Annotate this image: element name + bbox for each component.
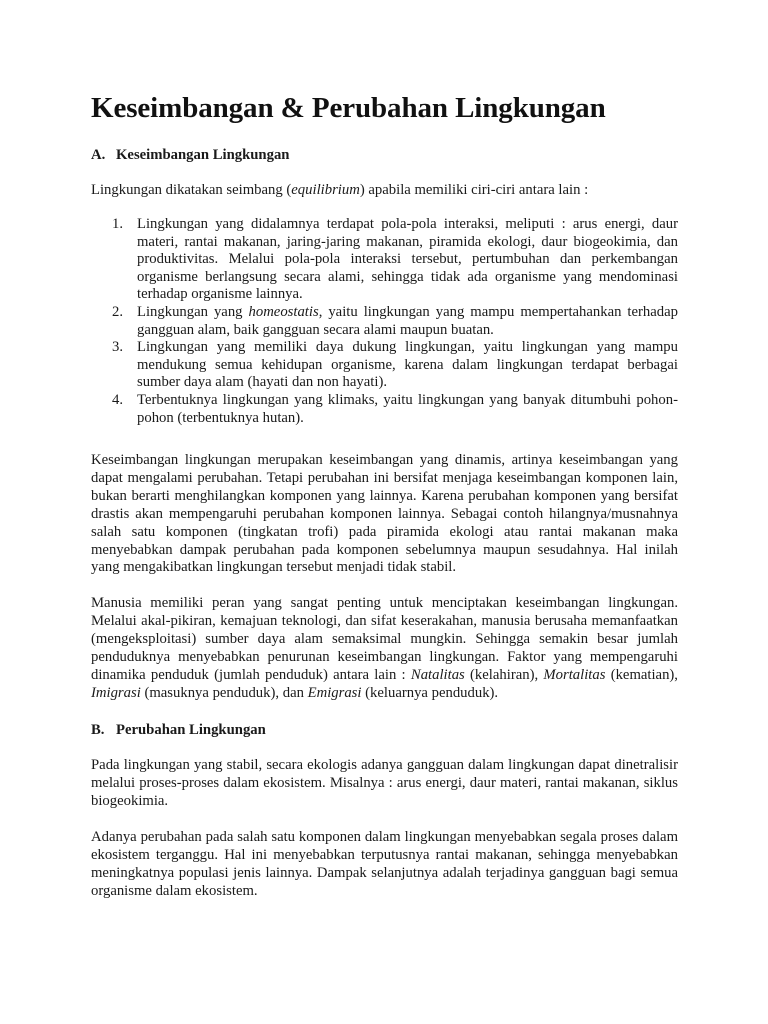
list-number: 4. — [112, 391, 124, 408]
page-title: Keseimbangan & Perubahan Lingkungan — [91, 92, 606, 124]
para2-text: (masuknya penduduk), dan — [140, 684, 308, 701]
intro-text-2: ) apabila memiliki ciri-ciri antara lain : — [359, 182, 589, 198]
section-a-title: Keseimbangan Lingkungan — [116, 147, 290, 163]
list-item — [112, 339, 678, 392]
list-text: Lingkungan yang didalamnya terdapat pola-pola interaksi, meliputi : arus energi, daur materi, rantai makanan, jaring-jaring makanan, piramida ekologi, daur biogeokimia, dan produktivitas. Melalui pola-pola interaksi tersebut, pertumbuhan dan perkembangan organisme berlangsung secara alami, sehingga tidak ada organisme yang mendominasi terhadap organisme lainnya. — [137, 216, 678, 303]
list-number: 2. — [112, 303, 124, 320]
list-text: Terbentuknya lingkungan yang klimaks, yaitu lingkungan yang banyak ditumbuhi pohon-pohon (terbentuknya hutan). — [137, 391, 678, 426]
paragraph-stable-environment: Pada lingkungan yang stabil, secara ekologis adanya gangguan dalam lingkungan dapat dinetralisir melalui proses-proses dalam ekosistem. Misalnya : arus energi, daur materi, rantai makanan, siklus biogeokimia. — [91, 757, 678, 809]
section-a-number: A. — [91, 147, 106, 163]
intro-paragraph — [91, 182, 588, 199]
para2-text: Manusia memiliki peran yang sangat penting untuk menciptakan keseimbangan lingkungan. Melalui akal-pikiran, kemajuan teknologi, dan sifat keserakahan, manusia berusaha memanfaatkan (mengeksploitasi) sumber daya alam semaksimal mungkin. Sehingga semakin besar jumlah penduduknya menyebabkan penurunan keseimbangan lingkungan. Faktor yang mempengaruhi dinamika penduduk (jumlah penduduk) antara lain : — [91, 595, 678, 683]
para2-emphasis: Mortalitas — [543, 666, 606, 683]
list-number: 3. — [112, 339, 124, 356]
para2-emphasis: Emigrasi — [307, 684, 362, 701]
paragraph-human-role — [91, 595, 678, 702]
characteristics-list — [112, 216, 678, 427]
list-text: Lingkungan yang memiliki daya dukung lingkungan, yaitu lingkungan yang mampu mendukung semua kehidupan organisme, karena dalam lingkungan terdapat berbagai sumber daya alam (hayati dan non hayati). — [137, 339, 678, 391]
list-item — [112, 392, 678, 427]
list-number: 1. — [112, 216, 124, 232]
list-item — [112, 216, 678, 304]
paragraph-dynamic-balance: Keseimbangan lingkungan merupakan keseimbangan yang dinamis, artinya keseimbangan yang dapat mengalami perubahan. Tetapi perubahan ini bersifat menjaga keseimbangan komponen lain, bukan berarti menghilangkan komponen yang lainnya. Karena perubahan komponen yang bersifat drastis akan mempengaruhi perubahan komponen lainnya. Sebagai contoh hilangnya/musnahnya salah satu komponen (tingkatan trofi) pada piramida ekologi atau rantai makanan maka menyebabkan dampak perubahan pada komponen sebelumnya maupun sesudahnya. Hal inilah yang mengakibatkan lingkungan tersebut menjadi tidak stabil. — [91, 452, 678, 576]
section-b-heading — [91, 722, 266, 739]
section-b-number: B. — [91, 722, 105, 738]
list-emphasis: homeostatis — [248, 303, 319, 320]
list-text: Lingkungan yang — [137, 303, 249, 320]
list-text: , yaitu lingkungan yang mampu mempertahankan terhadap gangguan alam, baik gangguan secara alami maupun buatan. — [137, 303, 678, 338]
intro-text-1: Lingkungan dikatakan seimbang ( — [91, 182, 292, 198]
section-a-heading — [91, 147, 289, 164]
paragraph-component-change: Adanya perubahan pada salah satu komponen dalam lingkungan menyebabkan segala proses dalam ekosistem terganggu. Hal ini menyebabkan terputusnya rantai makanan, sehingga menyebabkan meningkatnya populasi jenis lainnya. Dampak selanjutnya adalah terjadinya gangguan bagi semua organisme dalam ekosistem. — [91, 829, 678, 899]
para2-text: (kematian), — [605, 666, 678, 683]
para2-text: (keluarnya penduduk). — [361, 684, 499, 701]
para2-text: (kelahiran), — [464, 666, 544, 683]
section-b-title: Perubahan Lingkungan — [116, 722, 266, 738]
para2-emphasis: Imigrasi — [91, 684, 141, 701]
list-item — [112, 304, 678, 339]
para2-emphasis: Natalitas — [410, 666, 465, 683]
intro-emphasis: equilibrium — [291, 182, 360, 198]
